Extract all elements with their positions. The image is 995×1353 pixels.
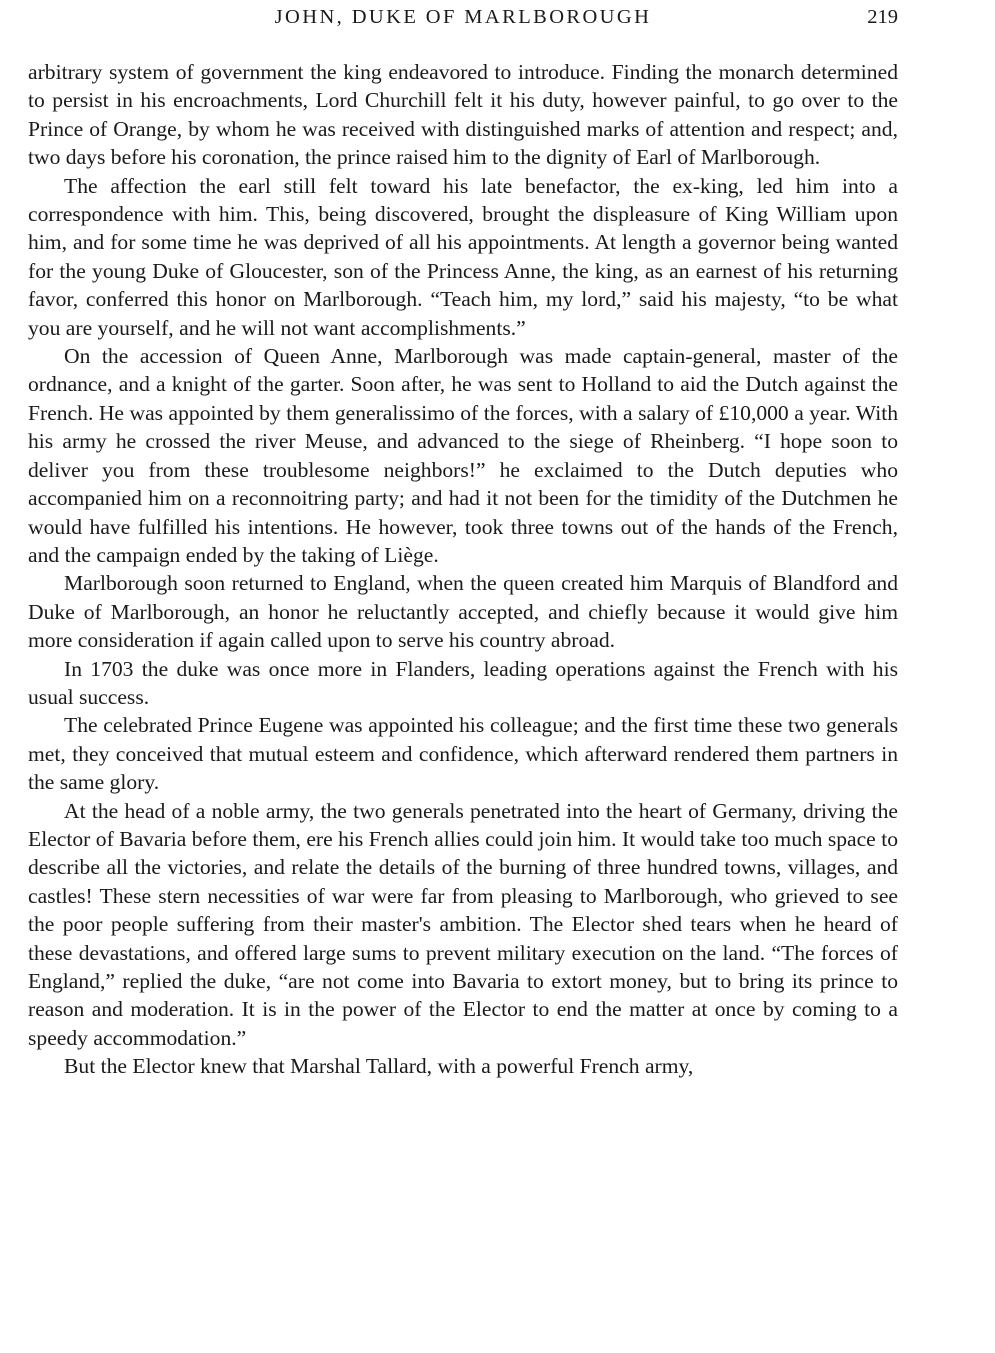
book-page: [28, 0, 898, 1081]
paragraph: The celebrated Prince Eugene was appointed his colleague; and the first time these two generals met, they conceived that mutual esteem and confidence, which afterward rendered them partners in the same glory.: [28, 713, 898, 795]
paragraph: Marlborough soon returned to England, when the queen created him Marquis of Blandford and Duke of Marlborough, an honor he reluctantly accepted, and chiefly because it would give him more consideration if again called upon to serve his country abroad.: [28, 571, 898, 653]
paragraph: On the accession of Queen Anne, Marlborough was made captain-general, master of the ordnance, and a knight of the garter. Soon after, he was sent to Holland to aid the Dutch against the French. He was appointed by them generalissimo of the forces, with a salary of £10,000 a year. With his army he crossed the river Meuse, and advanced to the siege of Rheinberg. “I hope soon to deliver you from these troublesome neighbors!” he exclaimed to the Dutch deputies who accompanied him on a reconnoitring party; and had it not been for the timidity of the Dutchmen he would have fulfilled his intentions. He however, took three towns out of the hands of the French, and the campaign ended by the taking of Liège.: [28, 344, 898, 567]
paragraph: At the head of a noble army, the two generals penetrated into the heart of Germany, driving the Elector of Bavaria before them, ere his French allies could join him. It would take too much space to describe all the victories, and relate the details of the burning of three hundred towns, villages, and castles! These stern necessities of war were far from pleasing to Marlborough, who grieved to see the poor people suffering from their master's ambition. The Elector shed tears when he heard of these devastations, and offered large sums to prevent military execution on the land. “The forces of England,” replied the duke, “are not come into Bavaria to extort money, but to bring its prince to reason and moderation. It is in the power of the Elector to end the matter at once by coming to a speedy accommodation.”: [28, 798, 898, 1050]
paragraph: The affection the earl still felt toward his late benefactor, the ex-king, led him into a correspondence with him. This, being discovered, brought the displeasure of King William upon him, and for some time he was deprived of all his appointments. At length a governor being wanted for the young Duke of Gloucester, son of the Princess Anne, the king, as an earnest of his returning favor, conferred this honor on Marlborough. “Teach him, my lord,” said his majesty, “to be what you are yourself, and he will not want accomplishments.”: [28, 173, 898, 340]
paragraph: arbitrary system of government the king endeavored to introduce. Finding the monarch determined to persist in his encroachments, Lord Churchill felt it his duty, however painful, to go over to the Prince of Orange, by whom he was received with distinguished marks of attention and respect; and, two days before his coronation, the prince raised him to the dignity of Earl of Marlborough.: [28, 60, 898, 170]
running-title: JOHN, DUKE OF MARLBOROUGH: [274, 6, 652, 28]
page-number: 219: [867, 6, 898, 28]
running-head: [28, 6, 898, 46]
body-text: [28, 58, 898, 1081]
paragraph: In 1703 the duke was once more in Flanders, leading operations against the French with his usual success.: [28, 656, 898, 709]
paragraph: But the Elector knew that Marshal Tallard, with a powerful French army,: [64, 1054, 694, 1079]
